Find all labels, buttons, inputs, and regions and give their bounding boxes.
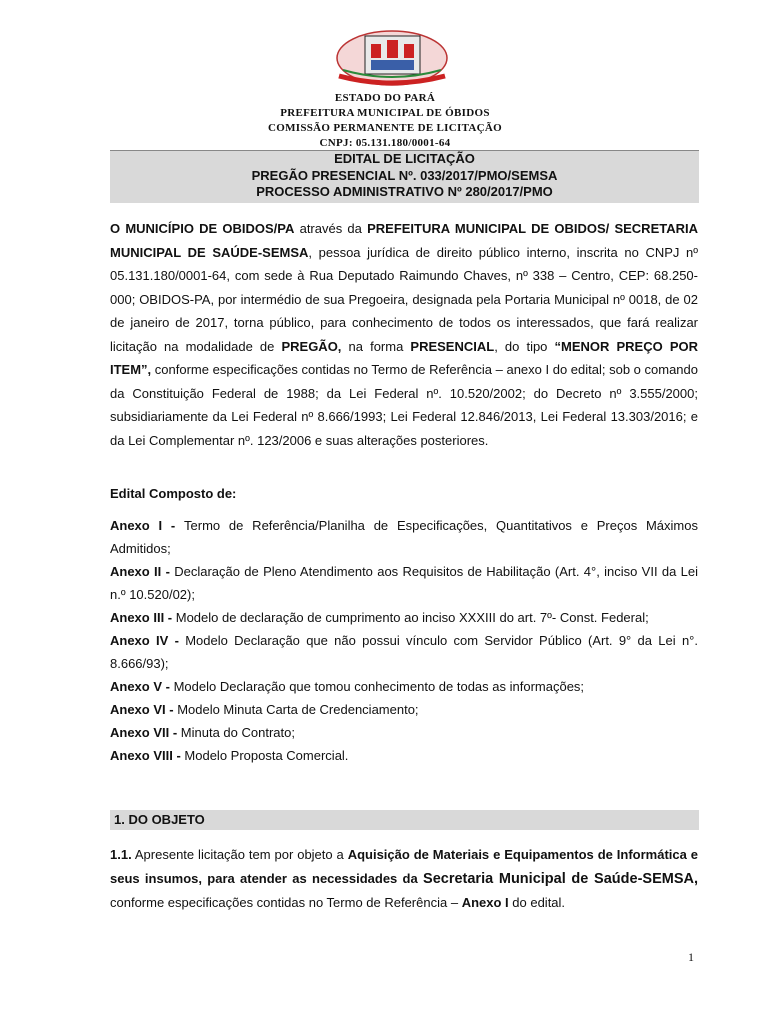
annex-label: Anexo VII - — [110, 725, 181, 740]
annex-label: Anexo V - — [110, 679, 174, 694]
annex-text: Modelo Minuta Carta de Credenciamento; — [177, 702, 419, 717]
annex-text: Modelo Proposta Comercial. — [184, 748, 349, 763]
annex-item — [110, 721, 698, 744]
annex-label: Anexo II - — [110, 564, 175, 579]
annex-text: Modelo de declaração de cumprimento ao inciso XXXIII do art. 7º- Const. Federal; — [175, 610, 649, 625]
annex-text: Modelo Declaração que tomou conhecimento de todas as informações; — [173, 679, 585, 694]
annex-text: Minuta do Contrato; — [180, 725, 295, 740]
header-cnpj: CNPJ: 05.131.180/0001-64 — [319, 137, 451, 149]
intro-text-3: na forma — [341, 338, 411, 354]
objeto-text-2: conforme especificações contidas no Termo de Referência – — [110, 895, 462, 910]
annex-text: Modelo Declaração que não possui vínculo com Servidor Público (Art. 9° da Lei n°. 8.666/93); — [110, 633, 698, 671]
annex-label: Anexo IV - — [110, 633, 186, 648]
annex-item — [110, 514, 698, 560]
annex-list — [110, 514, 698, 767]
annex-label: Anexo VIII - — [110, 748, 185, 763]
composed-heading: Edital Composto de: — [110, 486, 237, 501]
annex-item — [110, 560, 698, 606]
intro-text-1: através da — [294, 221, 368, 236]
intro-bold-2: PREFEITURA MUNICIPAL DE OBIDOS/ SECRETARIA MUNICIPAL DE SAÚDE-SEMSA — [110, 221, 698, 260]
title-line-2: PREGÃO PRESENCIAL Nº. 033/2017/PMO/SEMSA — [251, 167, 558, 183]
annex-label: Anexo I - — [110, 518, 185, 533]
annex-text: Declaração de Pleno Atendimento aos Requisitos de Habilitação (Art. 4°, inciso VII da Lei n.º 10.520/02); — [110, 564, 699, 602]
intro-bold-4: PRESENCIAL — [410, 338, 495, 354]
intro-text-4: , do tipo — [494, 338, 555, 354]
objeto-number: 1.1. — [110, 847, 132, 862]
annex-item — [110, 744, 698, 767]
objeto-bold-3: Anexo I — [461, 895, 509, 910]
intro-bold-5: “MENOR PREÇO POR ITEM”, — [110, 338, 698, 377]
annex-item — [110, 606, 698, 629]
municipal-crest-logo — [335, 28, 450, 86]
intro-text-5: conforme especificações contidas no Termo de Referência – anexo I do edital; sob o comando da Constituição Federal de 1988; da Lei Federal nº. 10.520/2002; do Decreto nº 3.555/2000; subsidiariamente da Lei Federal nº 8.666/1993; Lei Federal 12.846/2013, Lei Federal 13.303/2016; e da Lei Complementar nº. 123/2006 e suas alterações posteriores. — [110, 362, 698, 448]
header-commission: COMISSÃO PERMANENTE DE LICITAÇÃO — [267, 122, 502, 134]
page-number: 1 — [688, 950, 694, 964]
annex-text: Termo de Referência/Planilha de Especificações, Quantitativos e Preços Máximos Admitidos; — [110, 518, 698, 556]
intro-text-2: , pessoa jurídica de direito público interno, inscrita no CNPJ nº 05.131.180/0001-64, com sede à Rua Deputado Raimundo Chaves, nº 338 – Centro, CEP: 68.250-000; OBIDOS-PA, por intermédio de sua Pregoeira, designada pela Portaria Municipal nº 0018, de 02 de janeiro de 2017, torna público, para conhecimento de todos os interessados, que fará realizar licitação na modalidade de — [110, 244, 698, 354]
objeto-text-1: Apresente licitação tem por objeto a — [131, 847, 348, 862]
annex-item — [110, 698, 698, 721]
header-prefecture: PREFEITURA MUNICIPAL DE ÓBIDOS — [280, 107, 490, 119]
annex-item — [110, 629, 698, 675]
annex-label: Anexo VI - — [110, 702, 178, 717]
intro-bold-1: O MUNICÍPIO DE OBIDOS/PA — [110, 221, 295, 236]
header-state: ESTADO DO PARÁ — [334, 92, 436, 104]
objeto-bold-2: Secretaria Municipal de Saúde-SEMSA, — [423, 871, 698, 887]
section-heading-objeto: 1. DO OBJETO — [110, 810, 699, 830]
annex-label: Anexo III - — [110, 610, 176, 625]
intro-bold-3: PREGÃO, — [281, 338, 342, 354]
title-line-1: EDITAL DE LICITAÇÃO — [334, 151, 475, 166]
objeto-bold-1: Aquisição de Materiais e Equipamentos de Informática e seus insumos, para atender as necessidades da — [110, 847, 698, 886]
objeto-paragraph — [110, 843, 698, 915]
objeto-text-3: do edital. — [508, 895, 566, 910]
annex-item — [110, 675, 698, 698]
org-header — [0, 91, 770, 151]
title-line-3: PROCESSO ADMINISTRATIVO Nº 280/2017/PMO — [256, 184, 553, 199]
intro-paragraph — [110, 217, 698, 452]
edital-title-box — [110, 150, 699, 203]
